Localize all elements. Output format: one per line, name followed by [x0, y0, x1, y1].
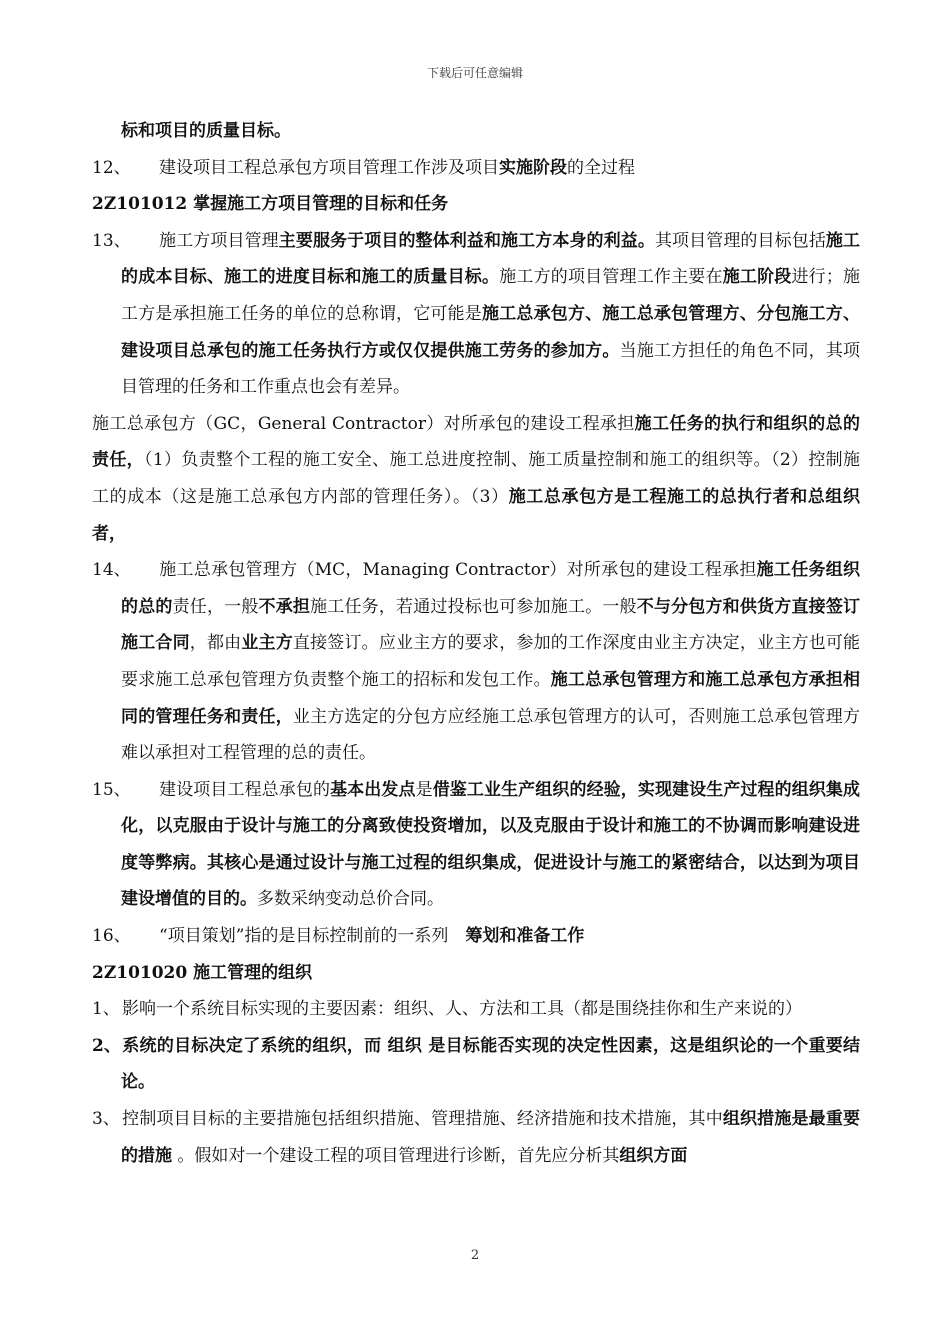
- bold-text: 施工阶段: [722, 267, 792, 288]
- paragraph-q1: [92, 991, 860, 1028]
- text-run: ，都由: [189, 633, 242, 654]
- paragraph-q2: [92, 1028, 860, 1101]
- text-run: 建设项目工程总承包方项目管理工作涉及项目: [159, 157, 499, 178]
- bold-text: 基本出发点: [330, 779, 416, 800]
- text-run: 责任，一般: [172, 596, 259, 617]
- bold-text: 不与分包方和供货方直接签订施工合同: [121, 596, 861, 654]
- paragraph-number: 12、: [92, 157, 131, 178]
- text-run: （1）负责整个工程的施工安全、施工总进度控制、施工质量控制和施工的组织等。（2）控制施工的成本（这是施工总承包方内部的管理任务）。（3）: [92, 450, 860, 507]
- paragraph-number: 14、: [92, 560, 131, 581]
- bold-text: 实施阶段: [499, 157, 567, 178]
- paragraph-number: 1、: [92, 999, 120, 1020]
- paragraph-p12: [92, 150, 860, 187]
- paragraph-number: 2、: [92, 1035, 121, 1056]
- paragraph-number: 16、: [92, 926, 131, 947]
- paragraph-pgc: [92, 406, 860, 552]
- bold-text: 主要服务于项目的整体利益和施工方本身的利益。: [278, 230, 655, 251]
- paragraph-p14: [92, 552, 860, 772]
- paragraph-p0: [92, 113, 860, 150]
- bold-text: 施工总承包管理方和施工总承包方承担相同的管理任务和责任，: [121, 669, 861, 727]
- bold-text: 施工任务的执行和组织的总的责任，: [92, 413, 860, 471]
- paragraph-q3: [92, 1101, 860, 1174]
- bold-text: 施工的成本目标、施工的进度目标和施工的质量目标。: [121, 230, 861, 288]
- page-header: 下载后可任意编辑: [426, 66, 523, 80]
- bold-text: 2Z101020 施工管理的组织: [92, 962, 313, 983]
- bold-text: 不承担: [258, 596, 311, 617]
- text-run: 施工方的项目管理工作主要在: [499, 267, 723, 288]
- text-run: 业主方选定的分包方应经施工总承包管理方的认可，否则施工总承包管理方难以承担对工程管理的总的责任。: [121, 706, 860, 764]
- text-run: 施工任务，若通过投标也可参加施工。一般: [310, 596, 637, 617]
- paragraph-number: 3、: [92, 1109, 120, 1130]
- text-run: 施工总承包管理方（MC，Managing Contractor）对所承包的建设工程承担: [159, 560, 757, 581]
- paragraph-h1: [92, 186, 860, 223]
- paragraph-p13: [92, 223, 860, 406]
- text-run: 影响一个系统目标实现的主要因素：组织、人、方法和工具（都是围绕挂你和生产来说的）: [122, 999, 802, 1020]
- text-run: 其项目管理的目标包括: [654, 230, 826, 251]
- text-run: 多数采纳变动总价合同。: [257, 889, 444, 910]
- bold-text: 借鉴工业生产组织的经验，实现建设生产过程的组织集成化，以克服由于设计与施工的分离致使投资增加，以及克服由于设计和施工的不协调而影响建设进度等弊病。其核心是通过设计与施工过程的组织集成，促进设计与施工的紧密结合，以达到为项目建设增值的目的。: [121, 779, 861, 910]
- paragraph-p15: [92, 772, 860, 918]
- text-run: 施工总承包方（GC，General Contractor）对所承包的建设工程承担: [92, 413, 635, 434]
- bold-text: 组织方面: [619, 1145, 688, 1166]
- bold-text: 筹划和准备工作: [465, 926, 585, 947]
- bold-text: 标和项目的质量目标。: [121, 121, 291, 141]
- text-run: 建设项目工程总承包的: [159, 779, 331, 800]
- bold-text: 业主方: [241, 633, 293, 654]
- text-run: 进行；施工方是承担施工任务的单位的总称谓，它可能是: [121, 267, 861, 324]
- text-run: “项目策划”指的是目标控制前的一系列: [159, 926, 466, 947]
- text-run: 控制项目目标的主要措施包括组织措施、管理措施、经济措施和技术措施，其中: [122, 1109, 723, 1130]
- text-run: 施工方项目管理: [159, 230, 279, 251]
- text-run: 直接签订。应业主方的要求，参加的工作深度由业主方决定，业主方也可能要求施工总承包管理方负责整个施工的招标和发包工作。: [121, 633, 861, 690]
- paragraph-h2: [92, 955, 860, 992]
- page-number: 2: [470, 1248, 480, 1263]
- paragraph-number: 13、: [92, 230, 131, 251]
- bold-text: 施工总承包方是工程施工的总执行者和总组织者，: [92, 486, 860, 544]
- paragraph-number: 15、: [92, 779, 131, 800]
- text-run: 。假如对一个建设工程的项目管理进行诊断，首先应分析其: [172, 1145, 620, 1166]
- bold-text: 系统的目标决定了系统的组织，而 组织 是目标能否实现的决定性因素，这是组织论的一个重要结论。: [121, 1035, 860, 1093]
- text-run: 的全过程: [567, 157, 635, 178]
- bold-text: 施工任务组织的总的: [121, 560, 861, 617]
- document-body: [92, 113, 860, 1174]
- bold-text: 施工总承包方、施工总承包管理方、分包施工方、建设项目总承包的施工任务执行方或仅仅提供施工劳务的参加方。: [121, 303, 860, 361]
- bold-text: 2Z101012 掌握施工方项目管理的目标和任务: [92, 194, 449, 215]
- bold-text: 组织措施是最重要的措施: [121, 1109, 860, 1166]
- paragraph-p16: [92, 918, 860, 955]
- text-run: 是: [415, 779, 433, 800]
- text-run: 当施工方担任的角色不同，其项目管理的任务和工作重点也会有差异。: [121, 340, 861, 398]
